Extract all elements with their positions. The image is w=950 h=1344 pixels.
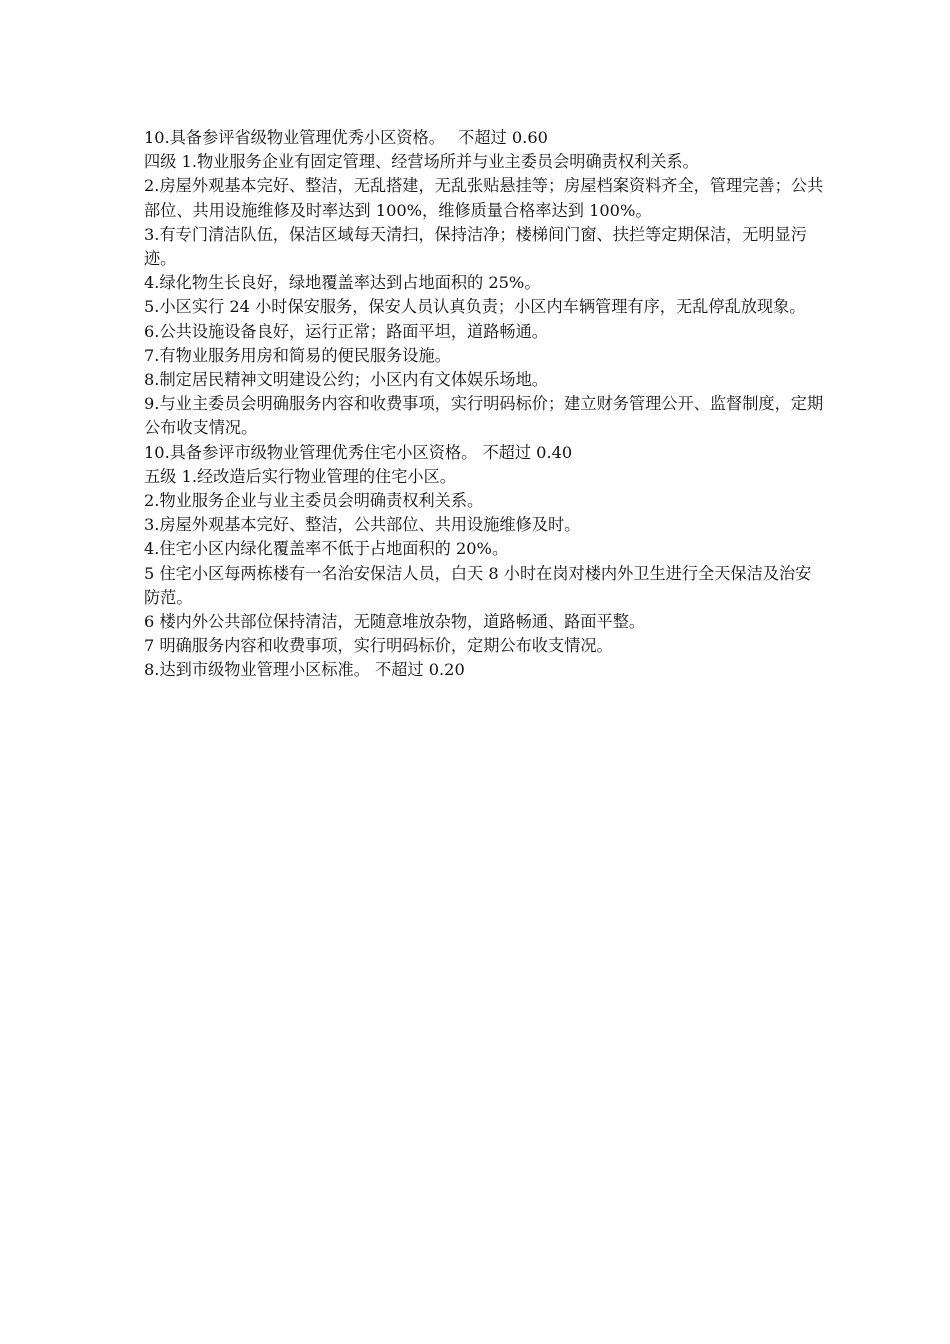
paragraph-level5-item6: 6 楼内外公共部位保持清洁，无随意堆放杂物，道路畅通、路面平整。: [144, 612, 646, 632]
paragraph-level4-item1: 四级 1.物业服务企业有固定管理、经营场所并与业主委员会明确责权利关系。: [144, 152, 699, 172]
paragraph-level3-item10: 10.具备参评省级物业管理优秀小区资格。 不超过 0.60: [144, 128, 548, 147]
paragraph-level4-item4: 4.绿化物生长良好，绿地覆盖率达到占地面积的 25%。: [144, 273, 541, 293]
paragraph-level5-item2: 2.物业服务企业与业主委员会明确责权利关系。: [144, 491, 484, 511]
paragraph-level4-item8: 8.制定居民精神文明建设公约；小区内有文体娱乐场地。: [144, 370, 548, 390]
paragraph-level4-item7: 7.有物业服务用房和简易的便民服务设施。: [144, 345, 451, 365]
paragraph-level4-item3: 3.有专门清洁队伍，保洁区域每天清扫，保持洁净；楼梯间门窗、扶拦等定期保洁，无明显污迹。: [144, 224, 807, 269]
paragraph-level4-item2: 2.房屋外观基本完好、整洁，无乱搭建，无乱张贴悬挂等；房屋档案资料齐全，管理完善；公共部位、共用设施维修及时率达到 100%，维修质量合格率达到 100%。: [144, 176, 824, 220]
paragraph-level5-item1: 五级 1.经改造后实行物业管理的住宅小区。: [144, 466, 456, 486]
paragraph-level5-item5: 5 住宅小区每两栋楼有一名治安保洁人员，白天 8 小时在岗对楼内外卫生进行全天保洁及治安防范。: [144, 563, 812, 607]
paragraph-level4-item5: 5.小区实行 24 小时保安服务，保安人员认真负责；小区内车辆管理有序，无乱停乱放现象。: [144, 297, 806, 317]
paragraph-level4-item6: 6.公共设施设备良好，运行正常；路面平坦，道路畅通。: [144, 321, 548, 341]
paragraph-level5-item3: 3.房屋外观基本完好、整洁，公共部位、共用设施维修及时。: [144, 515, 581, 535]
document-body: [144, 126, 824, 683]
paragraph-level4-item10: 10.具备参评市级物业管理优秀住宅小区资格。 不超过 0.40: [144, 442, 573, 462]
paragraph-level5-item8: 8.达到市级物业管理小区标准。 不超过 0.20: [144, 660, 465, 680]
paragraph-level5-item4: 4.住宅小区内绿化覆盖率不低于占地面积的 20%。: [144, 539, 509, 559]
paragraph-level4-item9: 9.与业主委员会明确服务内容和收费事项，实行明码标价；建立财务管理公开、监督制度，定期公布收支情况。: [144, 394, 824, 438]
paragraph-level5-item7: 7 明确服务内容和收费事项，实行明码标价，定期公布收支情况。: [144, 636, 613, 656]
